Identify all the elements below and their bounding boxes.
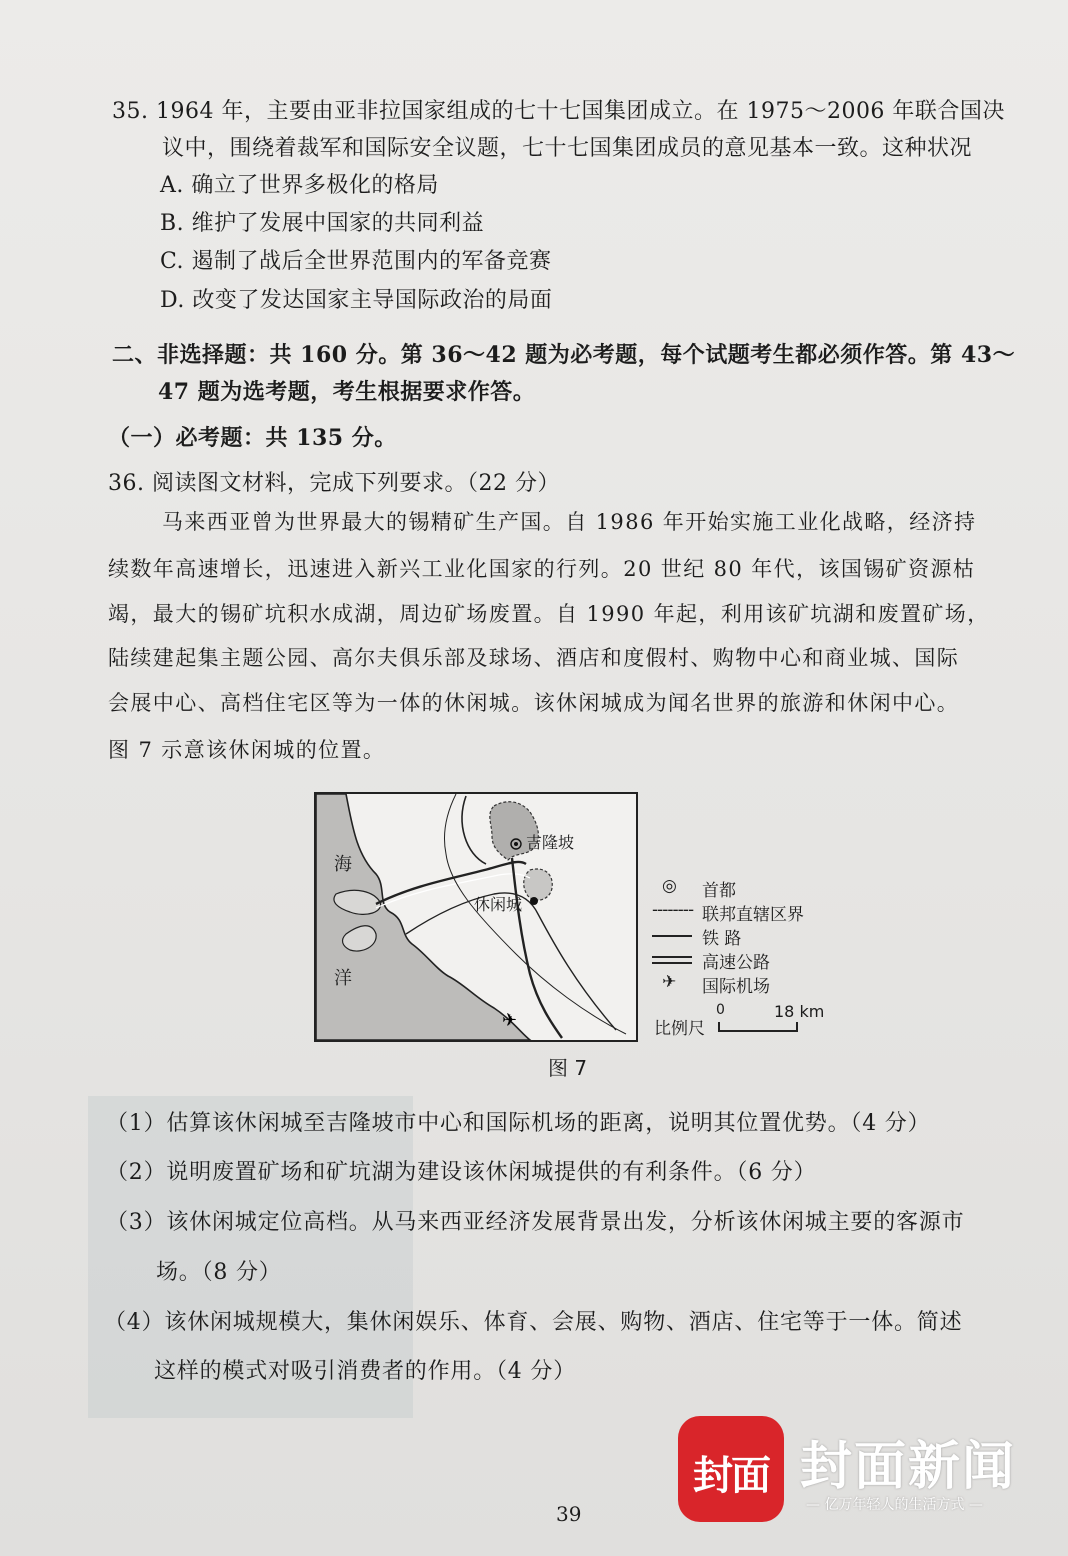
figure-caption: 图 7 (548, 1056, 588, 1080)
federal-territory-putrajaya (524, 869, 553, 900)
q35-option-a: A. 确立了世界多极化的格局 (160, 173, 439, 198)
legend-highway-line (652, 956, 692, 964)
q36-para-line5: 会展中心、高档住宅区等为一体的休闲城。该休闲城成为闻名世界的旅游和休闲中心。 (108, 691, 960, 715)
logo-text: 封面 (693, 1453, 769, 1499)
figure7-map (314, 792, 638, 1042)
q36-sub1: （1）估算该休闲城至吉隆坡市中心和国际机场的距离，说明其位置优势。（4 分） (106, 1111, 931, 1136)
map-label-leisure-city: 休闲城 (474, 895, 523, 914)
q36-para-line2: 续数年高速增长，迅速进入新兴工业化国家的行列。20 世纪 80 年代，该国锡矿资源枯 (108, 557, 976, 581)
q35-stem-line1: 35. 1964 年，主要由亚非拉国家组成的七十七国集团成立。在 1975～2006 年联合国决 (112, 99, 1005, 124)
legend-airport-icon: ✈ (662, 972, 677, 992)
q36-sub4-line2: 这样的模式对吸引消费者的作用。（4 分） (154, 1359, 576, 1384)
brand-name: 封面新闻 (800, 1437, 1017, 1497)
scale-km: 18 km (774, 1002, 825, 1021)
brand-slogan: — 亿万年轻人的生活方式 — (806, 1497, 983, 1513)
q35-option-b: B. 维护了发展中国家的共同利益 (160, 211, 485, 236)
airport-icon: ✈ (502, 1010, 518, 1031)
q36-sub4-line1: （4）该休闲城规模大，集休闲娱乐、体育、会展、购物、酒店、住宅等于一体。简述 (104, 1310, 963, 1335)
section2-heading-line1: 二、非选择题：共 160 分。第 36～42 题为必考题，每个试题考生都必须作答。第 43～ (112, 342, 1016, 368)
section2-heading-line2: 47 题为选考题，考生根据要求作答。 (158, 379, 536, 405)
page-number: 39 (556, 1502, 582, 1526)
capital-marker-dot (514, 842, 518, 846)
q36-para-line6: 图 7 示意该休闲城的位置。 (108, 738, 386, 762)
map-drawing (316, 794, 636, 1040)
cover-news-logo (678, 1416, 784, 1522)
legend-federal-label: 联邦直辖区界 (702, 905, 804, 925)
q35-stem-line2: 议中，围绕着裁军和国际安全议题，七十七国集团成员的意见基本一致。这种状况 (162, 136, 973, 161)
required-section-heading: （一）必考题：共 135 分。 (108, 425, 397, 451)
q35-option-c: C. 遏制了战后全世界范围内的军备竞赛 (160, 249, 552, 274)
legend-railway-line (652, 935, 692, 937)
legend-highway-label: 高速公路 (702, 953, 770, 973)
scale-zero: 0 (716, 1002, 725, 1018)
q36-sub2: （2）说明废置矿场和矿坑湖为建设该休闲城提供的有利条件。（6 分） (106, 1160, 817, 1185)
q36-title: 36. 阅读图文材料，完成下列要求。（22 分） (108, 471, 560, 496)
highway-3 (462, 796, 486, 864)
q36-sub3-line1: （3）该休闲城定位高档。从马来西亚经济发展背景出发，分析该休闲城主要的客源市 (106, 1210, 965, 1235)
q36-para-line4: 陆续建起集主题公园、高尔夫俱乐部及球场、酒店和度假村、购物中心和商业城、国际 (108, 646, 960, 670)
map-label-kuala-lumpur: 吉隆坡 (526, 833, 575, 852)
legend-railway-label: 铁 路 (702, 929, 742, 949)
legend-federal-line: -------- (652, 900, 694, 920)
scale-bar (718, 1022, 798, 1032)
map-label-sea: 海 (334, 854, 352, 875)
legend-airport-label: 国际机场 (702, 977, 770, 997)
legend-capital-label: 首都 (702, 881, 736, 901)
q36-sub3-line2: 场。（8 分） (156, 1260, 282, 1285)
leisure-city-marker (530, 897, 538, 905)
q35-option-d: D. 改变了发达国家主导国际政治的局面 (160, 288, 553, 313)
scale-label: 比例尺 (654, 1019, 705, 1039)
map-label-ocean: 洋 (334, 968, 352, 989)
q36-para-line3: 竭，最大的锡矿坑积水成湖，周边矿场废置。自 1990 年起，利用该矿坑湖和废置矿场， (108, 602, 990, 626)
q36-para-line1: 马来西亚曾为世界最大的锡精矿生产国。自 1986 年开始实施工业化战略，经济持 (162, 510, 977, 534)
legend-capital-icon: ◎ (662, 876, 677, 896)
